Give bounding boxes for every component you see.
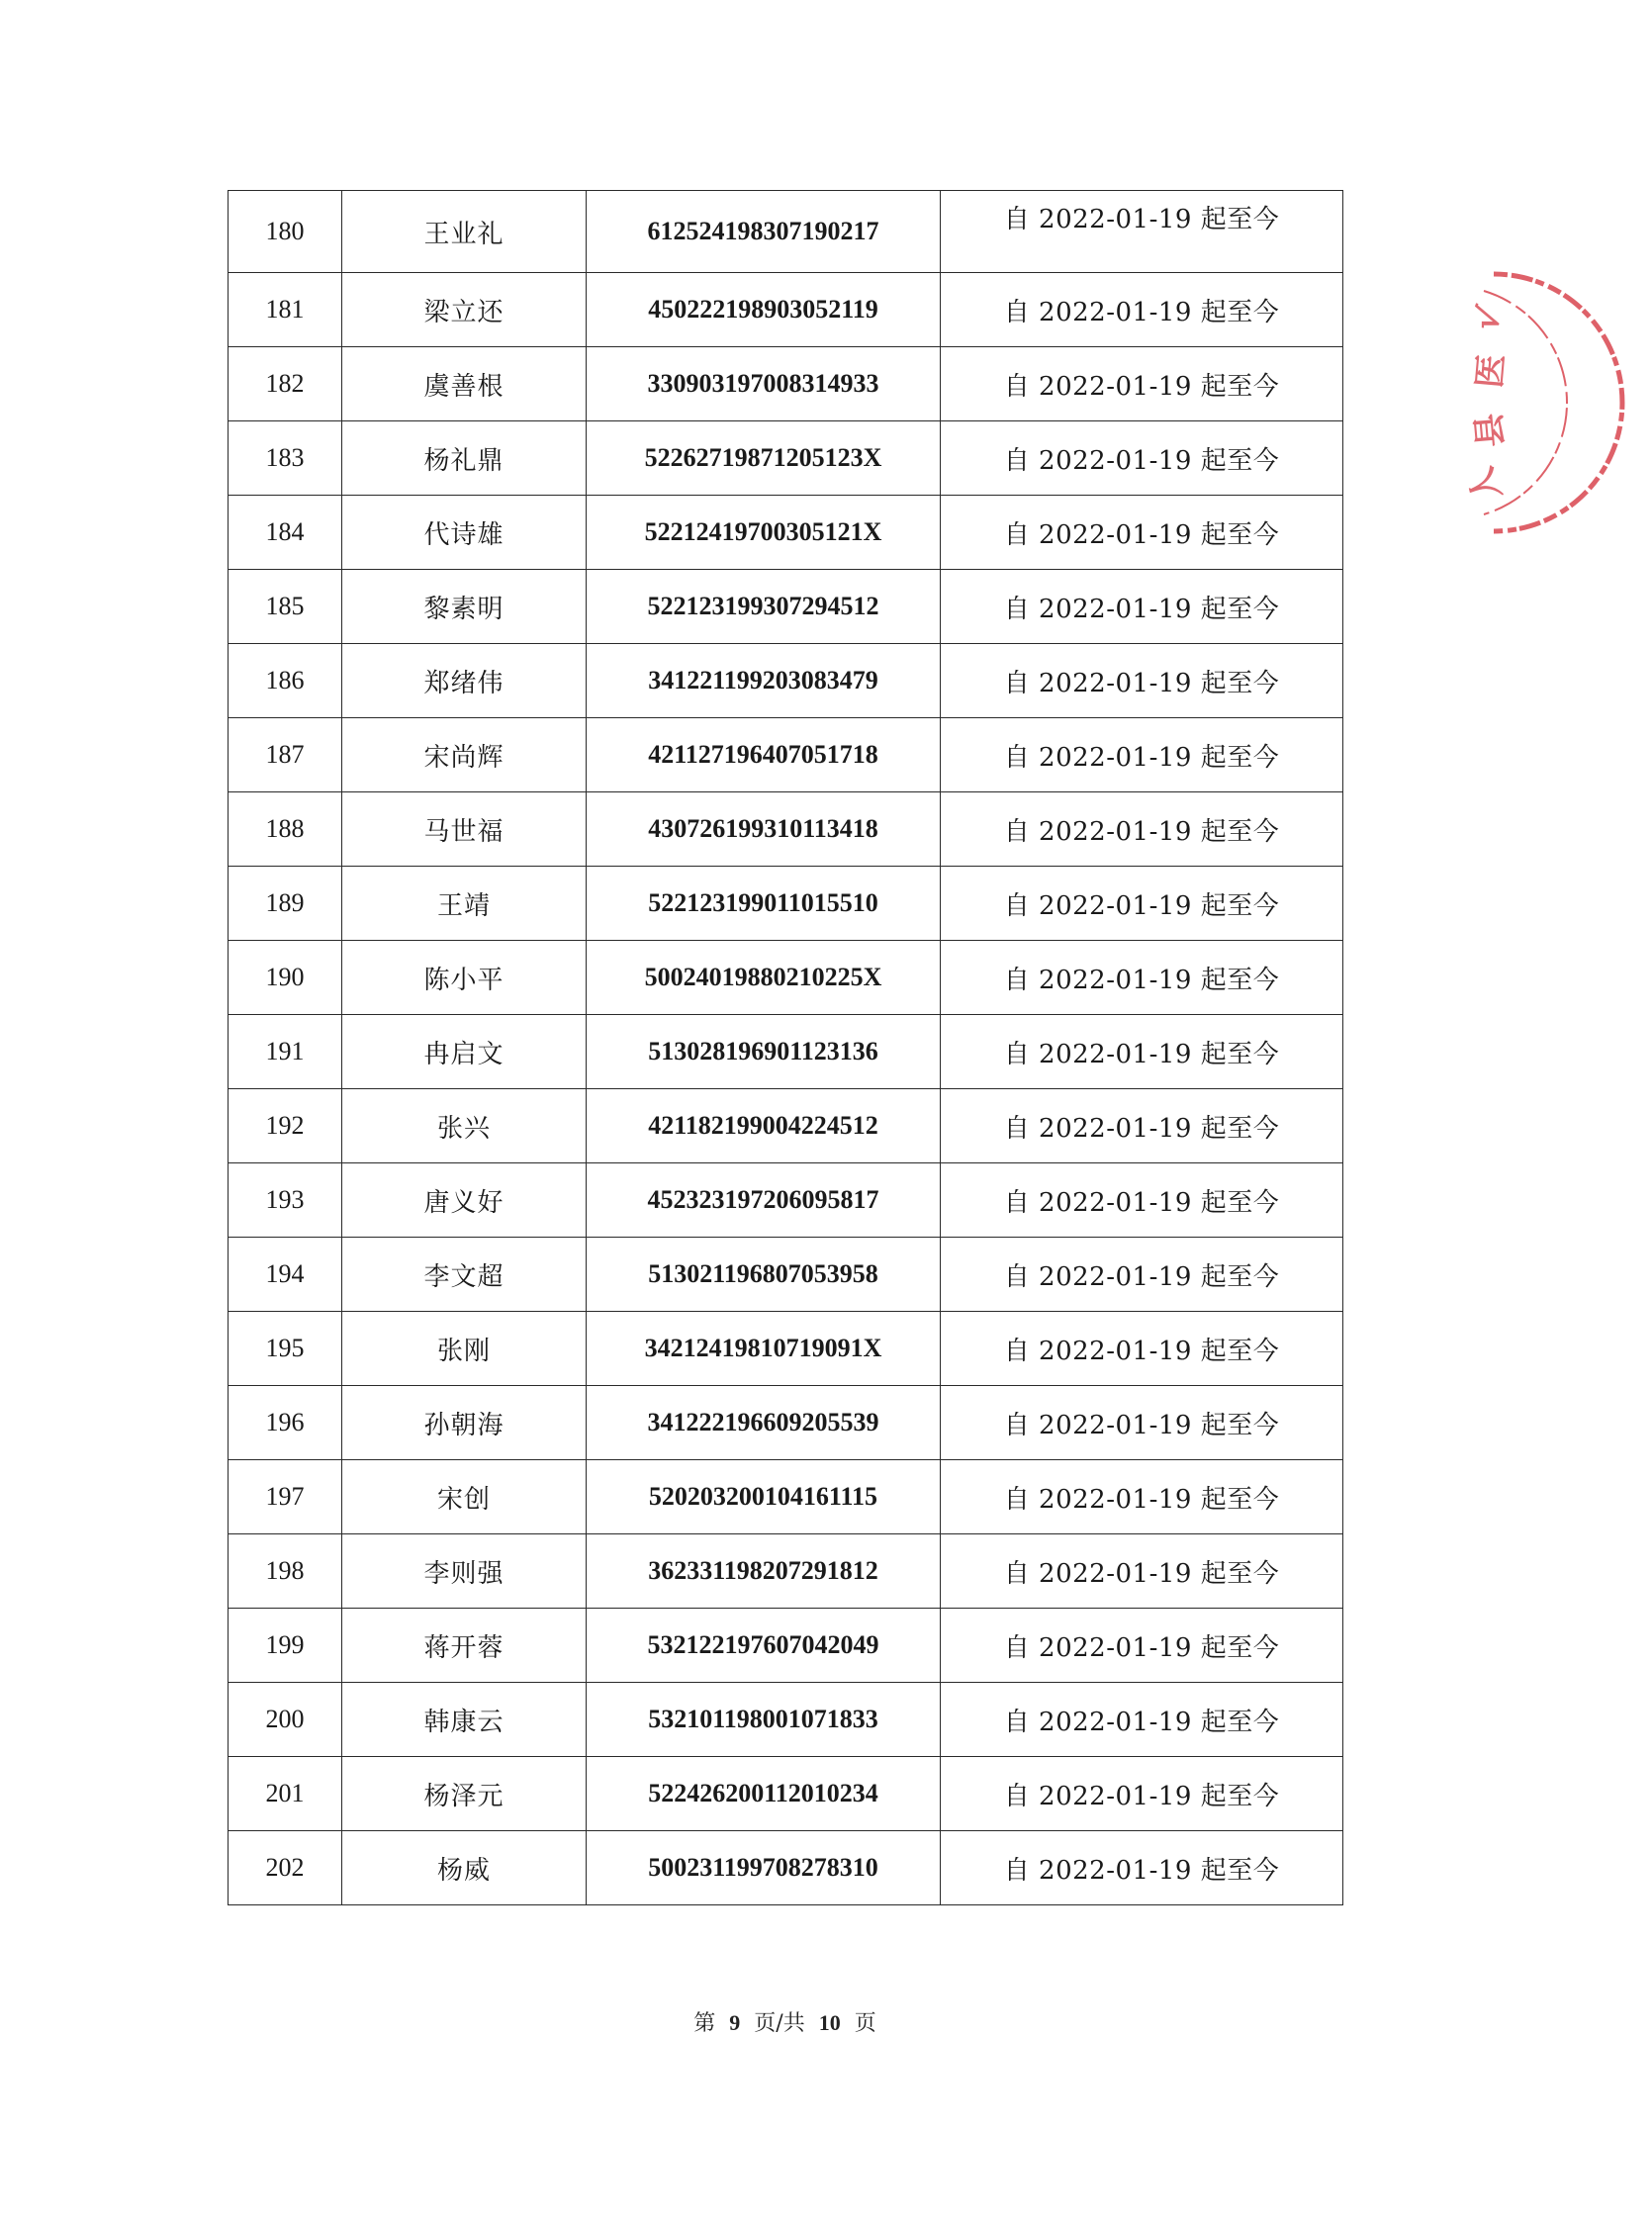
name-cell: 王业礼: [342, 191, 587, 273]
valid-since-cell: 自 2022-01-19 起至今: [941, 718, 1343, 792]
id-number-cell: 34212419810719091X: [587, 1312, 941, 1386]
row-number-cell: 199: [229, 1609, 342, 1683]
id-number-cell: 522123199307294512: [587, 570, 941, 644]
id-number-cell: 50024019880210225X: [587, 941, 941, 1015]
seal-glyph: 人: [1460, 461, 1510, 508]
id-number-cell: 362331198207291812: [587, 1534, 941, 1609]
name-cell: 张刚: [342, 1312, 587, 1386]
valid-since-cell: 自 2022-01-19 起至今: [941, 191, 1343, 273]
footer-middle: 页/共: [754, 2011, 805, 2036]
name-cell: 郑绪伟: [342, 644, 587, 718]
name-cell: 马世福: [342, 792, 587, 867]
roster-table-body: [229, 191, 1343, 1905]
id-number-cell: 452323197206095817: [587, 1163, 941, 1238]
id-number-cell: 52212419700305121X: [587, 496, 941, 570]
name-cell: 陈小平: [342, 941, 587, 1015]
table-row: [229, 1312, 1343, 1386]
valid-since-cell: 自 2022-01-19 起至今: [941, 1460, 1343, 1534]
name-cell: 冉启文: [342, 1015, 587, 1089]
footer-suffix: 页: [854, 2011, 876, 2036]
valid-since-cell: 自 2022-01-19 起至今: [941, 1757, 1343, 1831]
name-cell: 宋尚辉: [342, 718, 587, 792]
row-number-cell: 202: [229, 1831, 342, 1905]
roster-table: [228, 190, 1343, 1905]
table-row: [229, 1015, 1343, 1089]
seal-glyph: 县: [1469, 412, 1513, 449]
valid-since-cell: 自 2022-01-19 起至今: [941, 1015, 1343, 1089]
valid-since-cell: 自 2022-01-19 起至今: [941, 347, 1343, 421]
valid-since-cell: 自 2022-01-19 起至今: [941, 1683, 1343, 1757]
table-row: [229, 941, 1343, 1015]
id-number-cell: 421182199004224512: [587, 1089, 941, 1163]
name-cell: 杨泽元: [342, 1757, 587, 1831]
row-number-cell: 187: [229, 718, 342, 792]
table-row: [229, 1089, 1343, 1163]
name-cell: 蒋开蓉: [342, 1609, 587, 1683]
id-number-cell: 532122197607042049: [587, 1609, 941, 1683]
valid-since-cell: 自 2022-01-19 起至今: [941, 1312, 1343, 1386]
seal-glyph: 医: [1469, 352, 1513, 390]
row-number-cell: 198: [229, 1534, 342, 1609]
row-number-cell: 184: [229, 496, 342, 570]
id-number-cell: 612524198307190217: [587, 191, 941, 273]
table-row: [229, 273, 1343, 347]
seal-text: [1461, 302, 1513, 507]
name-cell: 梁立还: [342, 273, 587, 347]
row-number-cell: 201: [229, 1757, 342, 1831]
valid-since-cell: 自 2022-01-19 起至今: [941, 1238, 1343, 1312]
name-cell: 黎素明: [342, 570, 587, 644]
name-cell: 韩康云: [342, 1683, 587, 1757]
valid-since-cell: 自 2022-01-19 起至今: [941, 1386, 1343, 1460]
row-number-cell: 183: [229, 421, 342, 496]
table-row: [229, 347, 1343, 421]
name-cell: 王靖: [342, 867, 587, 941]
table-row: [229, 644, 1343, 718]
row-number-cell: 192: [229, 1089, 342, 1163]
name-cell: 宋创: [342, 1460, 587, 1534]
name-cell: 虞善根: [342, 347, 587, 421]
table-row: [229, 1831, 1343, 1905]
row-number-cell: 197: [229, 1460, 342, 1534]
name-cell: 杨礼鼎: [342, 421, 587, 496]
row-number-cell: 194: [229, 1238, 342, 1312]
table-row: [229, 191, 1343, 273]
footer-prefix: 第: [693, 2011, 716, 2036]
name-cell: 唐义好: [342, 1163, 587, 1238]
table-row: [229, 421, 1343, 496]
row-number-cell: 200: [229, 1683, 342, 1757]
id-number-cell: 513021196807053958: [587, 1238, 941, 1312]
seal-ring: [1484, 274, 1622, 531]
name-cell: 李则强: [342, 1534, 587, 1609]
table-row: [229, 1460, 1343, 1534]
table-row: [229, 718, 1343, 792]
table-row: [229, 1386, 1343, 1460]
valid-since-cell: 自 2022-01-19 起至今: [941, 496, 1343, 570]
id-number-cell: 450222198903052119: [587, 273, 941, 347]
valid-since-cell: 自 2022-01-19 起至今: [941, 1534, 1343, 1609]
row-number-cell: 189: [229, 867, 342, 941]
id-number-cell: 330903197008314933: [587, 347, 941, 421]
id-number-cell: 341221199203083479: [587, 644, 941, 718]
row-number-cell: 188: [229, 792, 342, 867]
name-cell: 杨威: [342, 1831, 587, 1905]
table-row: [229, 1534, 1343, 1609]
red-seal-stamp: [1460, 269, 1652, 536]
row-number-cell: 193: [229, 1163, 342, 1238]
row-number-cell: 180: [229, 191, 342, 273]
table-row: [229, 1609, 1343, 1683]
name-cell: 孙朝海: [342, 1386, 587, 1460]
valid-since-cell: 自 2022-01-19 起至今: [941, 941, 1343, 1015]
row-number-cell: 195: [229, 1312, 342, 1386]
footer-total-pages: 10: [818, 2010, 841, 2035]
table-row: [229, 1757, 1343, 1831]
valid-since-cell: 自 2022-01-19 起至今: [941, 421, 1343, 496]
valid-since-cell: 自 2022-01-19 起至今: [941, 1163, 1343, 1238]
table-row: [229, 792, 1343, 867]
valid-since-cell: 自 2022-01-19 起至今: [941, 273, 1343, 347]
valid-since-cell: 自 2022-01-19 起至今: [941, 570, 1343, 644]
id-number-cell: 532101198001071833: [587, 1683, 941, 1757]
name-cell: 代诗雄: [342, 496, 587, 570]
table-row: [229, 867, 1343, 941]
id-number-cell: 52262719871205123X: [587, 421, 941, 496]
seal-glyph: √: [1466, 302, 1512, 337]
id-number-cell: 522426200112010234: [587, 1757, 941, 1831]
table-row: [229, 496, 1343, 570]
name-cell: 张兴: [342, 1089, 587, 1163]
id-number-cell: 341222196609205539: [587, 1386, 941, 1460]
table-row: [229, 1238, 1343, 1312]
row-number-cell: 182: [229, 347, 342, 421]
valid-since-cell: 自 2022-01-19 起至今: [941, 792, 1343, 867]
table-row: [229, 1683, 1343, 1757]
valid-since-cell: 自 2022-01-19 起至今: [941, 867, 1343, 941]
valid-since-cell: 自 2022-01-19 起至今: [941, 644, 1343, 718]
id-number-cell: 520203200104161115: [587, 1460, 941, 1534]
id-number-cell: 430726199310113418: [587, 792, 941, 867]
id-number-cell: 500231199708278310: [587, 1831, 941, 1905]
valid-since-cell: 自 2022-01-19 起至今: [941, 1831, 1343, 1905]
id-number-cell: 513028196901123136: [587, 1015, 941, 1089]
row-number-cell: 185: [229, 570, 342, 644]
row-number-cell: 191: [229, 1015, 342, 1089]
name-cell: 李文超: [342, 1238, 587, 1312]
id-number-cell: 522123199011015510: [587, 867, 941, 941]
id-number-cell: 421127196407051718: [587, 718, 941, 792]
table-row: [229, 1163, 1343, 1238]
row-number-cell: 181: [229, 273, 342, 347]
valid-since-cell: 自 2022-01-19 起至今: [941, 1609, 1343, 1683]
footer-page-number: 9: [729, 2010, 741, 2035]
row-number-cell: 190: [229, 941, 342, 1015]
valid-since-cell: 自 2022-01-19 起至今: [941, 1089, 1343, 1163]
row-number-cell: 186: [229, 644, 342, 718]
row-number-cell: 196: [229, 1386, 342, 1460]
table-row: [229, 570, 1343, 644]
page-footer: [0, 2006, 1570, 2037]
